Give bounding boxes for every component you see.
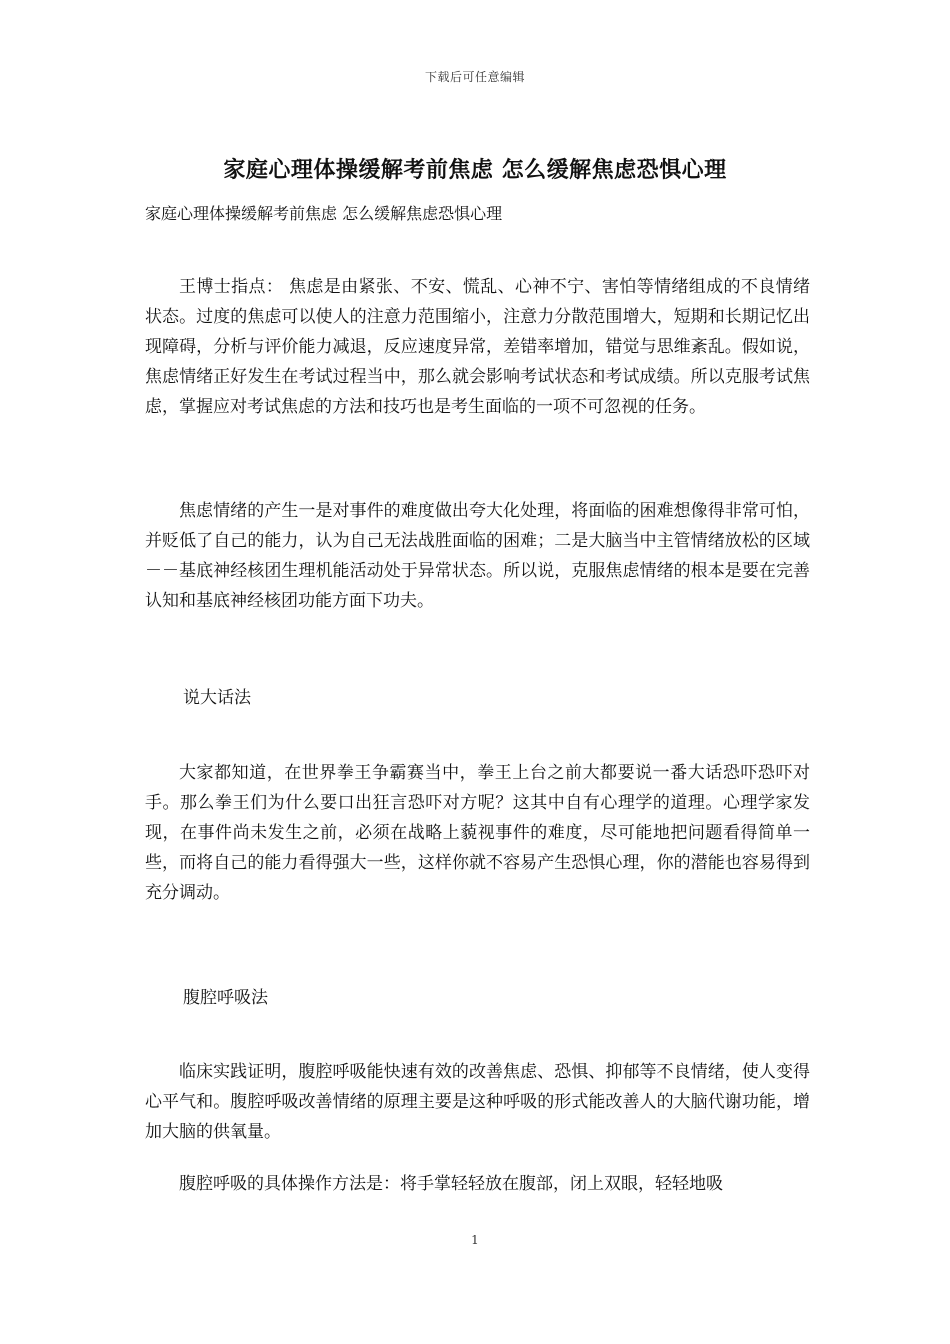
document-subtitle: 家庭心理体操缓解考前焦虑 怎么缓解焦虑恐惧心理 [145,204,503,223]
paragraph-causes: 焦虑情绪的产生一是对事件的难度做出夸大化处理，将面临的困难想像得非常可怕，并贬低了自己的能力，认为自己无法战胜面临的困难；二是大脑当中主管情绪放松的区域－－基底神经核团生理机能活动处于异常状态。所以说，克服焦虑情绪的根本是要在完善认知和基底神经核团功能方面下功夫。 [145,501,810,611]
paragraph-intro: 王博士指点： 焦虑是由紧张、不安、慌乱、心神不宁、害怕等情绪组成的不良情绪状态。过度的焦虑可以使人的注意力范围缩小，注意力分散范围增大，短期和长期记忆出现障碍，分析与评价能力减退，反应速度异常，差错率增加，错觉与思维紊乱。假如说，焦虑情绪正好发生在考试过程当中，那么就会影响考试状态和考试成绩。所以克服考试焦虑，掌握应对考试焦虑的方法和技巧也是考生面临的一项不可忽视的任务。 [145,277,810,417]
paragraph-boast: 大家都知道，在世界拳王争霸赛当中，拳王上台之前大都要说一番大话恐吓恐吓对手。那么拳王们为什么要口出狂言恐吓对方呢？这其中自有心理学的道理。心理学家发现，在事件尚未发生之前，必须在战略上藐视事件的难度，尽可能地把问题看得简单一些，而将自己的能力看得强大一些，这样你就不容易产生恐惧心理，你的潜能也容易得到充分调动。 [145,763,810,903]
page-number: 1 [471,1233,479,1247]
document-title: 家庭心理体操缓解考前焦虑 怎么缓解焦虑恐惧心理 [223,157,727,183]
paragraph-breathing: 临床实践证明，腹腔呼吸能快速有效的改善焦虑、恐惧、抑郁等不良情绪，使人变得心平气和。腹腔呼吸改善情绪的原理主要是这种呼吸的形式能改善人的大脑代谢功能，增加大脑的供氧量。 [145,1062,810,1142]
section-heading-boast: 说大话法 [183,688,251,708]
paragraph-breathing-method: 腹腔呼吸的具体操作方法是：将手掌轻轻放在腹部，闭上双眼，轻轻地吸 [179,1174,723,1194]
page-header-note: 下载后可任意编辑 [424,70,525,84]
section-heading-breathing: 腹腔呼吸法 [183,988,268,1008]
